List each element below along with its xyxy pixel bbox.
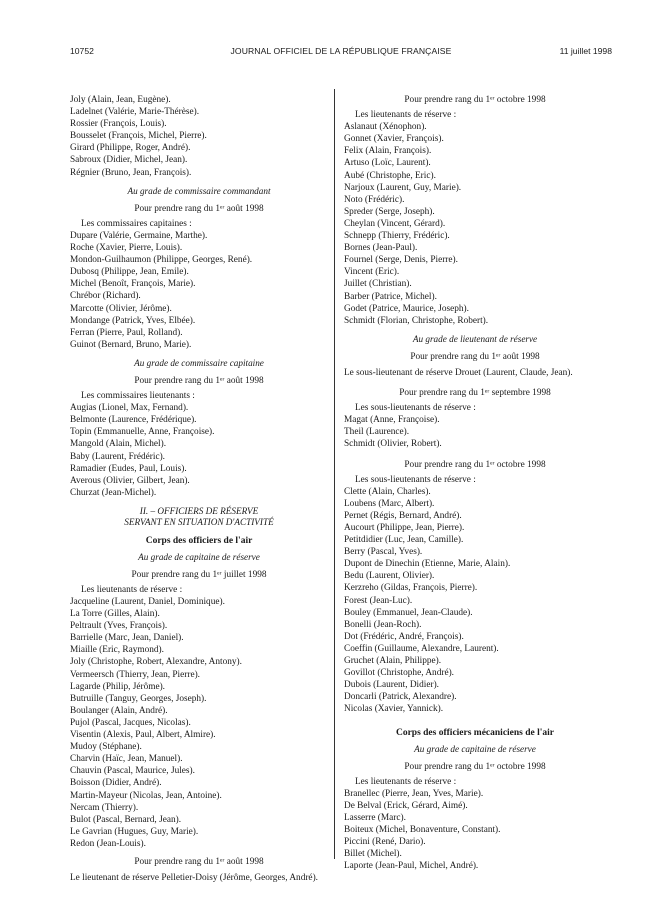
name-entry: Aucourt (Philippe, Jean, Pierre). (344, 523, 465, 533)
promotion-paragraph: Le lieutenant de réserve Pelletier-Doisy (Jérôme, Georges, André). (70, 873, 318, 884)
name-entry: De Belval (Erick, Gérard, Aimé). (344, 800, 468, 811)
name-entry: Belmonte (Laurence, Frédérique). (70, 415, 197, 426)
name-entry: Dubosq (Philippe, Jean, Emile). (70, 267, 189, 278)
name-entry: Peltrault (Yves, François). (70, 621, 168, 632)
name-entry: Bonelli (Jean-Roch). (344, 619, 422, 630)
rank-date: Pour prendre rang du 1ᵉʳ août 1998 (134, 375, 264, 386)
name-entry: Magat (Anne, Françoise). (344, 415, 440, 426)
promotion-paragraph: Le sous-lieutenant de réserve Drouet (Laurent, Claude, Jean). (344, 367, 573, 378)
name-entry: Artuso (Loïc, Laurent). (344, 158, 431, 169)
name-entry: Boisson (Didier, André). (70, 778, 162, 789)
name-entry: Chauvin (Pascal, Maurice, Jules). (70, 766, 195, 777)
group-label: Les lieutenants de réserve : (81, 584, 183, 595)
name-entry: Narjoux (Laurent, Guy, Marie). (344, 182, 462, 193)
name-entry: Dot (Frédéric, André, François). (344, 631, 464, 642)
group-label: Les lieutenants de réserve : (355, 776, 457, 787)
name-entry: Schnepp (Thierry, Frédéric). (344, 231, 450, 242)
left-column (70, 94, 328, 888)
name-entry: Cheylan (Vincent, Gérard). (344, 218, 446, 229)
name-entry: Forest (Jean-Luc). (344, 595, 413, 606)
name-list (344, 121, 606, 327)
name-entry: Michel (Benoît, François, Marie). (70, 279, 196, 290)
name-entry: Juillet (Christian). (344, 279, 412, 290)
name-entry: Schmidt (Florian, Christophe, Robert). (344, 315, 489, 326)
name-entry: Dupont de Dinechin (Etienne, Marie, Alain). (344, 559, 511, 570)
name-entry: Marcotte (Olivier, Jérôme). (70, 303, 172, 314)
right-column (344, 94, 606, 872)
name-entry: Theil (Laurence). (344, 427, 410, 438)
name-entry: Branellec (Pierre, Jean, Yves, Marie). (344, 788, 484, 799)
name-entry: Ladelnet (Valérie, Marie-Thérèse). (70, 107, 200, 118)
name-entry: Roche (Xavier, Pierre, Louis). (70, 243, 183, 254)
name-list (344, 486, 606, 716)
name-entry: Régnier (Bruno, Jean, François). (70, 167, 192, 178)
grade-heading: Au grade de lieutenant de réserve (412, 333, 538, 344)
name-entry: Girard (Philippe, Roger, André). (70, 143, 191, 154)
group-label: Les commissaires capitaines : (81, 218, 192, 229)
corps-heading: Corps des officiers mécaniciens de l'air (395, 727, 555, 738)
corps-heading: Corps des officiers de l'air (145, 535, 253, 546)
name-entry: Aubé (Christophe, Eric). (344, 170, 436, 181)
name-entry: Boulanger (Alain, André). (70, 705, 168, 716)
name-entry: Bousselet (François, Michel, Pierre). (70, 131, 207, 142)
name-entry: Bouley (Emmanuel, Jean-Claude). (344, 607, 473, 618)
rank-date: Pour prendre rang du 1ᵉʳ octobre 1998 (404, 761, 546, 772)
name-entry: Rossier (François, Louis). (70, 119, 167, 130)
name-entry: Spreder (Serge, Joseph). (344, 206, 435, 217)
name-list (70, 596, 328, 850)
rank-date: Pour prendre rang du 1ᵉʳ septembre 1998 (399, 388, 551, 399)
name-entry: Vermeersch (Thierry, Jean, Pierre). (70, 669, 201, 680)
name-entry: Schmidt (Olivier, Robert). (344, 439, 442, 450)
name-entry: Churzat (Jean-Michel). (70, 487, 157, 498)
name-entry: Mondon-Guilhaumon (Philippe, Georges, René). (70, 255, 253, 266)
name-entry: Redon (Jean-Louis). (70, 838, 146, 849)
group-label: Les lieutenants de réserve : (355, 110, 457, 121)
name-entry: Sabroux (Didier, Michel, Jean). (70, 155, 188, 166)
name-entry: Govillot (Christophe, André). (344, 668, 455, 679)
name-entry: Kerzreho (Gildas, François, Pierre). (344, 583, 478, 594)
name-entry: Joly (Alain, Jean, Eugène). (70, 95, 171, 105)
name-entry: Bulot (Pascal, Bernard, Jean). (70, 814, 182, 825)
name-entry: Dubois (Laurent, Didier). (344, 680, 440, 691)
name-entry: Guinot (Bernard, Bruno, Marie). (70, 339, 192, 350)
name-entry: Aslanaut (Xénophon). (344, 122, 427, 133)
name-entry: Martin-Mayeur (Nicolas, Jean, Antoine). (70, 790, 222, 801)
name-entry: Fournel (Serge, Denis, Pierre). (344, 255, 458, 266)
name-entry: Bornes (Jean-Paul). (344, 243, 418, 254)
rank-date: Pour prendre rang du 1ᵉʳ juillet 1998 (131, 569, 267, 580)
journal-title: JOURNAL OFFICIEL DE LA RÉPUBLIQUE FRANÇAISE (230, 46, 452, 56)
name-entry: Jacqueline (Laurent, Daniel, Dominique). (70, 597, 225, 607)
name-entry: Lasserre (Marc). (344, 812, 406, 823)
section-title-line-2: SERVANT EN SITUATION D'ACTIVITÉ (124, 517, 274, 528)
name-list (344, 788, 606, 873)
name-entry: Mondange (Patrick, Yves, Elbée). (70, 315, 196, 326)
grade-heading: Au grade de capitaine de réserve (138, 551, 260, 562)
name-entry: Mudoy (Stéphane). (70, 742, 142, 753)
name-entry: Lagarde (Philip, Jérôme). (70, 681, 166, 692)
name-entry: Berry (Pascal, Yves). (344, 547, 423, 558)
grade-heading: Au grade de commissaire capitaine (134, 357, 264, 368)
name-entry: Noto (Frédéric). (344, 194, 405, 205)
name-entry: Billet (Michel). (344, 849, 402, 860)
name-entry: Loubens (Marc, Albert). (344, 498, 435, 509)
name-entry: Butruille (Tanguy, Georges, Joseph). (70, 693, 207, 704)
name-entry: Felix (Alain, François). (344, 146, 432, 157)
name-entry: Nercam (Thierry). (70, 802, 139, 813)
group-label: Les commissaires lieutenants : (81, 391, 195, 402)
name-entry: Chrébor (Richard). (70, 291, 141, 302)
name-entry: Pujol (Pascal, Jacques, Nicolas). (70, 717, 191, 728)
page-header (70, 46, 612, 60)
name-entry: Godet (Patrice, Maurice, Joseph). (344, 303, 469, 314)
name-list (70, 402, 328, 499)
name-entry: Doncarli (Patrick, Alexandre). (344, 692, 457, 703)
rank-date: Pour prendre rang du 1ᵉʳ octobre 1998 (404, 459, 546, 470)
name-entry: Miaille (Eric, Raymond). (70, 645, 164, 656)
name-entry: Boiteux (Michel, Bonaventure, Constant). (344, 825, 501, 836)
column-divider (334, 89, 335, 859)
rank-date: Pour prendre rang du 1ᵉʳ août 1998 (134, 856, 264, 867)
name-entry: Laporte (Jean-Paul, Michel, André). (344, 861, 479, 872)
name-entry: Piccini (René, Dario). (344, 837, 426, 848)
name-entry: Barrielle (Marc, Jean, Daniel). (70, 633, 184, 644)
name-entry: Visentin (Alexis, Paul, Albert, Almire). (70, 730, 216, 741)
name-entry: Averous (Olivier, Gilbert, Jean). (70, 475, 190, 486)
name-entry: La Torre (Gilles, Alain). (70, 609, 160, 620)
name-entry: Pernet (Régis, Bernard, André). (344, 510, 462, 521)
name-list (70, 94, 328, 179)
name-entry: Bedu (Laurent, Olivier). (344, 571, 435, 582)
issue-date: 11 juillet 1998 (559, 46, 612, 56)
name-entry: Ramadier (Eudes, Paul, Louis). (70, 463, 187, 474)
name-entry: Joly (Christophe, Robert, Alexandre, Antony). (70, 657, 242, 668)
name-list (70, 230, 328, 351)
name-entry: Nicolas (Xavier, Yannick). (344, 704, 444, 715)
name-entry: Gonnet (Xavier, François). (344, 134, 444, 145)
name-entry: Clette (Alain, Charles). (344, 486, 431, 497)
rank-date: Pour prendre rang du 1ᵉʳ octobre 1998 (404, 95, 546, 105)
name-entry: Baby (Laurent, Frédéric). (70, 451, 165, 462)
page-number: 10752 (70, 46, 94, 56)
name-entry: Dupare (Valérie, Germaine, Marthe). (70, 230, 208, 241)
name-entry: Charvin (Haïc, Jean, Manuel). (70, 754, 183, 765)
rank-date: Pour prendre rang du 1ᵉʳ août 1998 (410, 351, 540, 362)
section-title-line-1: II. – OFFICIERS DE RÉSERVE (139, 505, 259, 516)
group-label: Les sous-lieutenants de réserve : (355, 474, 476, 485)
name-entry: Coeffin (Guillaume, Alexandre, Laurent). (344, 643, 499, 654)
group-label: Les sous-lieutenants de réserve : (355, 403, 476, 414)
name-list (344, 414, 606, 450)
name-entry: Vincent (Eric). (344, 267, 400, 278)
name-entry: Mangold (Alain, Michel). (70, 439, 167, 450)
name-entry: Barber (Patrice, Michel). (344, 291, 437, 302)
name-entry: Ferran (Pierre, Paul, Rolland). (70, 327, 183, 338)
name-entry: Le Gavrian (Hugues, Guy, Marie). (70, 826, 199, 837)
rank-date: Pour prendre rang du 1ᵉʳ août 1998 (134, 203, 264, 214)
name-entry: Augias (Lionel, Max, Fernand). (70, 403, 189, 414)
grade-heading: Au grade de commissaire commandant (127, 185, 271, 196)
name-entry: Gruchet (Alain, Philippe). (344, 656, 442, 667)
grade-heading: Au grade de capitaine de réserve (414, 743, 536, 754)
name-entry: Topin (Emmanuelle, Anne, Françoise). (70, 427, 215, 438)
name-entry: Petitdidier (Luc, Jean, Camille). (344, 535, 464, 546)
